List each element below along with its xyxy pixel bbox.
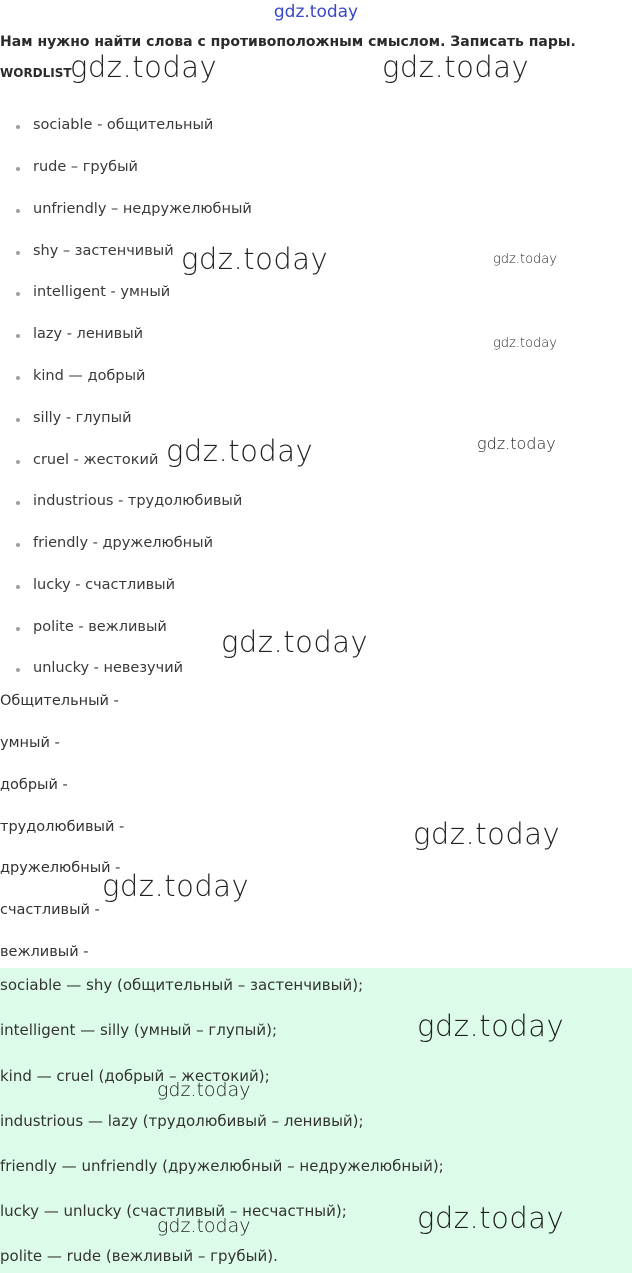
bullet-icon: [16, 627, 20, 631]
watermark: gdz.today: [70, 50, 218, 84]
answer-line: friendly — unfriendly (дружелюбный – недружелюбный);: [0, 1157, 444, 1175]
bullet-icon: [16, 460, 20, 464]
watermark: gdz.today: [493, 252, 557, 267]
watermark: gdz.today: [157, 1215, 251, 1237]
bullet-icon: [16, 501, 20, 505]
answer-line: industrious — lazy (трудолюбивый – ленивый);: [0, 1112, 364, 1130]
bullet-icon: [16, 125, 20, 129]
bullet-icon: [16, 251, 20, 255]
task-word: добрый -: [0, 777, 68, 793]
answer-line: kind — cruel (добрый – жестокий);: [0, 1067, 270, 1085]
site-logo[interactable]: gdz.today: [273, 2, 359, 22]
watermark: gdz.today: [181, 242, 329, 276]
watermark: gdz.today: [157, 1079, 251, 1101]
bullet-icon: [16, 418, 20, 422]
bullet-icon: [16, 292, 20, 296]
bullet-icon: [16, 167, 20, 171]
task-word: трудолюбивый -: [0, 819, 125, 835]
watermark: gdz.today: [382, 50, 530, 84]
bullet-icon: [16, 543, 20, 547]
watermark: gdz.today: [417, 1009, 565, 1043]
watermark: gdz.today: [477, 434, 556, 453]
task-word: дружелюбный -: [0, 860, 121, 876]
bullet-icon: [16, 334, 20, 338]
answer-line: sociable — shy (общительный – застенчивый);: [0, 976, 364, 994]
bullet-icon: [16, 668, 20, 672]
wordlist-heading: WORDLIST: [0, 66, 72, 80]
watermark: gdz.today: [493, 336, 557, 351]
bullet-icon: [16, 209, 20, 213]
watermark: gdz.today: [221, 625, 369, 659]
watermark: gdz.today: [102, 869, 250, 903]
task-word: счастливый -: [0, 902, 100, 918]
task-word: вежливый -: [0, 944, 89, 960]
task-word: Общительный -: [0, 693, 119, 709]
answer-line: polite — rude (вежливый – грубый).: [0, 1247, 278, 1265]
task-word: умный -: [0, 735, 60, 751]
watermark: gdz.today: [166, 434, 314, 468]
task-instruction: Нам нужно найти слова с противоположным смыслом. Записать пары.: [0, 34, 576, 50]
answer-line: lucky — unlucky (счастливый – несчастный);: [0, 1202, 347, 1220]
watermark: gdz.today: [417, 1201, 565, 1235]
bullet-icon: [16, 376, 20, 380]
answer-line: intelligent — silly (умный – глупый);: [0, 1021, 278, 1039]
bullet-icon: [16, 585, 20, 589]
watermark: gdz.today: [413, 817, 561, 851]
